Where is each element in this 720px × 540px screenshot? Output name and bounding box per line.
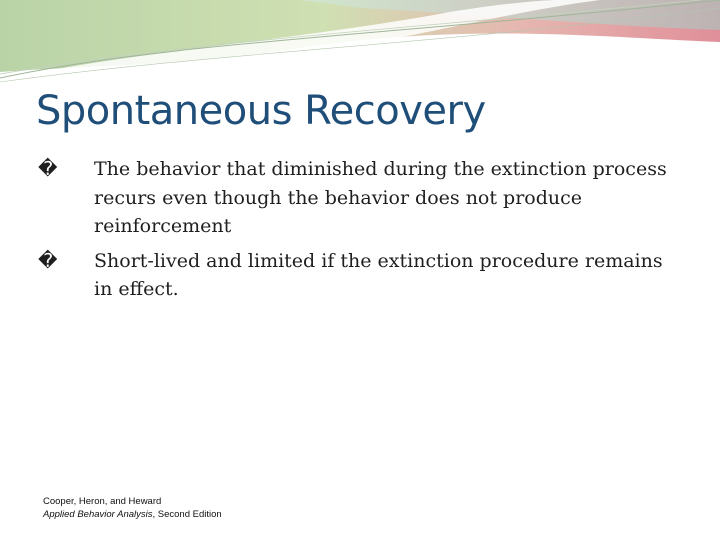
- footer-authors: Cooper, Heron, and Heward: [43, 496, 162, 507]
- bullet-marker-icon: �: [38, 249, 58, 272]
- slide-title: Spontaneous Recovery: [36, 88, 486, 134]
- bullet-marker-icon: �: [38, 158, 58, 180]
- slide-footer: [43, 495, 222, 521]
- bullet-text: Short-lived and limited if the extinction procedure remains in effect.: [94, 249, 663, 300]
- bullet-item: [38, 155, 678, 241]
- bullet-text: The behavior that diminished during the extinction process recurs even though the behavior does not produce reinforcement: [94, 158, 667, 237]
- footer-edition: , Second Edition: [152, 509, 222, 520]
- footer-book-title: Applied Behavior Analysis: [43, 509, 153, 520]
- footer-citation: [43, 508, 222, 521]
- bullet-list: [38, 155, 678, 310]
- decorative-banner: [0, 0, 720, 90]
- bullet-item: [38, 247, 678, 304]
